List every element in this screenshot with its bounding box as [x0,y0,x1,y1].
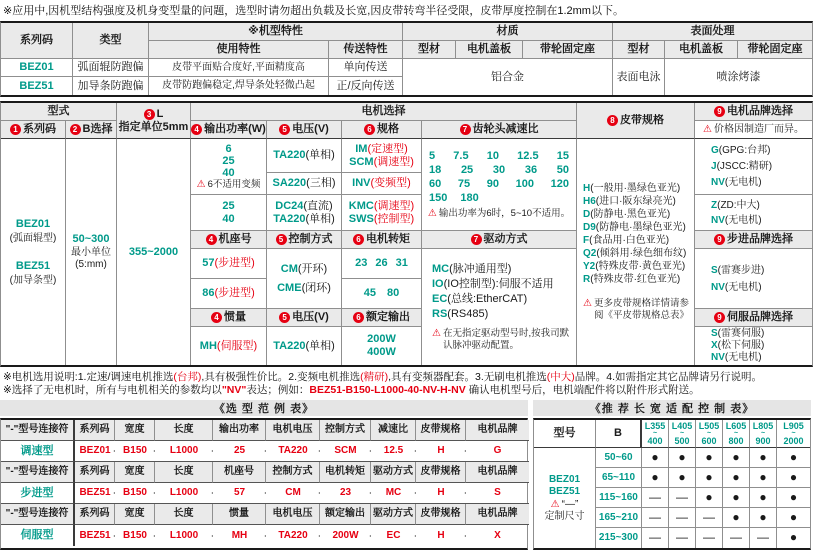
reducer-line-2: 18 25 30 36 50 [429,164,569,176]
ex-row3-voltage: TA220 – [266,525,320,546]
frame-57: 57 (步进型) [191,249,267,279]
circle-5-icon: 5 [279,312,290,323]
spec-kmc-sws [342,195,422,231]
spec-header-profile: 型材 [403,41,456,59]
usage-bez51: 皮带防跑偏稳定,焊导条处轻微凸起 [149,77,329,95]
example-table-title: 《选 型 范 例 表》 [0,400,528,416]
drive-rs: RS(RS485) [432,308,489,320]
reducer-line-4: 150 180 [429,192,479,204]
ex-h2-control: 控制方式 [266,462,320,483]
ex-row2-label: 步进型 [1,483,75,504]
fit-cell: ● [777,468,810,488]
ex-h3-connector: "-"型号连接符 [1,504,75,525]
belt-item: Q2(倾斜用·绿色细布纹) [583,248,687,259]
main-selection-table [0,101,813,367]
fit-cell: ● [777,488,810,508]
ex-row1-width: B150 – [115,441,155,462]
fit-cell: — [642,528,669,548]
header-belt-inner: 8 皮带规格 [607,114,664,127]
output-400w: 400W [367,346,396,358]
belt-item: D(防静电·黑色亚光) [583,209,671,220]
fit-model-cell [534,448,596,548]
spec-header-material-group: 材质 [403,23,613,41]
brand-item: X(松下伺服) [711,340,765,351]
ex-row2-frame: 57 – [213,483,266,504]
warning-icon: ⚠ [196,178,206,190]
spec-header-series: 系列码 [1,23,73,59]
spec-header-pulley: 带轮固定座 [523,41,613,59]
material-value: 铝合金 [403,59,613,95]
ex-h1-length: 长度 [155,420,213,441]
header-inertia: 4 惯量 [191,309,267,327]
header-control-mode: 5 控制方式 [267,231,342,249]
ex-row2-control: CM – [266,483,320,504]
frame-86: 86 (步进型) [191,279,267,309]
ex-row1-label: 调速型 [1,441,75,462]
spec-header-cover2: 电机盖板 [665,41,738,59]
ex-h3-length: 长度 [155,504,213,525]
fit-cell: ● [723,508,750,528]
warning-icon: ⚠ [550,498,560,510]
fit-b-range: 215~300 [596,528,642,548]
header-spec: 6 规格 [342,121,422,139]
power-warning: ⚠ 6不适用变频 [196,178,261,190]
type-bez51: 加导条防跑偏 [73,77,149,95]
ex-h3-voltage: 电机电压 [266,504,320,525]
ex-h3-belt: 皮带规格 [416,504,466,525]
ex-h1-ratio: 减速比 [371,420,416,441]
header-servo-brand: 9 伺服品牌选择 [695,309,812,327]
header-voltage: 5 电压(V) [267,121,342,139]
fit-table-title: 《推 荐 长 宽 适 配 控 制 表》 [533,400,811,416]
header-torque: 6 电机转矩 [342,231,422,249]
ex-row2-brand: S [466,483,529,504]
ex-row3-width: B150 – [115,525,155,546]
b-note2: (5:mm) [75,259,107,271]
ex-h3-drive: 驱动方式 [371,504,416,525]
ex-row2-belt: H – [416,483,466,504]
ex-h2-frame: 机座号 [213,462,266,483]
l-range-cell: 355~2000 [117,139,191,365]
power-25: 25 [222,154,235,167]
belt-warning: ⚠ 更多皮带规格详情请参阅《平皮带规格总表》 [583,298,689,321]
header-brand: 9 电机品牌选择 [695,103,812,121]
header-servo-voltage: 5 电压(V) [267,309,342,327]
surface-paint-value: 喷涂烤漆 [716,70,761,83]
header-length-top: 3 L [144,108,164,121]
ex-row2-torque: 23 – [320,483,371,504]
b-select-column [66,139,117,365]
ex-h3-output: 额定输出 [320,504,371,525]
header-stepper-brand: 9 步进品牌选择 [695,231,812,249]
fit-cell: ● [696,468,723,488]
fit-header-b: B [596,420,642,448]
ex-h1-brand: 电机品牌 [466,420,529,441]
note-line-1: ※电机选用说明:1.定速/调速电机推选(台邦),具有极强性价比。2.变频电机推选(精研),具有变频器配套。3.无刷电机推选(中大)品牌。4.如需指定其它品牌请另行说明。 [3,371,763,383]
power-6: 6 [225,142,232,155]
spec-inv: INV (变频型) [342,173,422,195]
fit-cell: ● [750,468,777,488]
header-drive-mode: 7 驱动方式 [422,231,577,249]
header-length-sub: 指定单位5mm [118,120,189,133]
transfer-bez51: 正/反向传送 [329,77,403,95]
ex-row2-width: B150 – [115,483,155,504]
drive-ec: EC(总线:EtherCAT) [432,293,528,305]
ex-h1-belt: 皮带规格 [416,420,466,441]
ex-h1-voltage: 电机电压 [266,420,320,441]
spec-im-scm [342,139,422,173]
bottom-tables [0,416,813,550]
power-cell-2 [191,195,267,231]
circle-7-icon: 7 [471,234,482,245]
brand-group-servo [695,327,812,365]
brand-item: Z(ZD:中大) [711,199,760,211]
ex-h2-brand: 电机品牌 [466,462,529,483]
spec-header-usage: 使用特性 [149,41,329,59]
drive-mc: MC(脉冲通用型) [432,263,512,275]
circle-6-icon: 6 [353,312,364,323]
voltage-dc24-ta220 [267,195,342,231]
b-range: 50~300 [72,233,110,246]
spec-im: IM (定速型) [355,142,408,155]
selection-notes [3,371,813,397]
ex-row1-voltage: TA220 – [266,441,320,462]
fit-cell: ● [750,488,777,508]
control-cm: CM (开环) [280,262,328,275]
series-bez01: BEZ01 [15,217,51,230]
rated-output-cell [342,327,422,365]
fit-cell: — [723,528,750,548]
drive-io: IO(IO控制型):伺服不适用 [432,278,554,290]
spec-scm: SCM (调速型) [349,155,414,168]
warning-icon: ⚠ [583,298,592,309]
series-bez51-desc: (加导条型) [9,274,57,286]
fit-cell: ● [669,468,696,488]
circle-7-icon: 7 [460,124,471,135]
ex-h1-series: 系列码 [75,420,115,441]
ex-row1-brand: G [466,441,529,462]
fit-cell: ● [642,448,669,468]
ex-row3-brand: X [494,529,501,541]
fit-b-range: 115~160 [596,488,642,508]
spec-kmc: KMC (调速型) [348,199,415,212]
usage-bez01: 皮带平面贴合度好,平面精度高 [149,59,329,77]
brand-group-dc [695,195,812,231]
circle-5-icon: 5 [279,124,290,135]
ex-h3-width: 宽度 [115,504,155,525]
power2-40: 40 [222,212,235,225]
fit-b-range: 50~60 [596,448,642,468]
ex-h2-connector: "-"型号连接符 [1,462,75,483]
transfer-bez01: 单向传送 [329,59,403,77]
ex-row3-label: 伺服型 [1,525,75,546]
ex-h2-width: 宽度 [115,462,155,483]
fit-header-l605: L605 ~ 800 [723,420,750,448]
belt-item: D9(防静电·墨绿色亚光) [583,222,686,233]
circle-6-icon: 6 [364,124,375,135]
surface-profile-value: 表面电泳 [613,59,665,95]
ex-h2-drive: 驱动方式 [371,462,416,483]
b-note1: 最小单位 [71,246,111,258]
fit-custom-label: 定制尺寸 [544,511,585,522]
spec-header-surface-group: 表面处理 [613,23,812,41]
series-code-bez51: BEZ51 [1,77,73,95]
reducer-line-3: 60 75 90 100 120 [429,178,569,190]
warning-icon: ⚠ [432,328,441,339]
voltage-sa220: SA220 (三相) [267,173,342,195]
brand-item: S(雷赛伺服) [711,328,765,339]
torque-57-values: 23 26 31 [342,249,422,279]
ex-h3-series: 系列码 [75,504,115,525]
ex-row1-series: BEZ01 – [75,441,115,462]
circle-4-icon: 4 [206,234,217,245]
section-title-bars [0,400,813,416]
brand-item: NV(无电机) [711,281,762,293]
note-line-2: ※选择了无电机时，所有与电机相关的参数均以"NV"表达；例如：BEZ51-B150-L1000-40-NV-H-NV 确认电机型号后，电机端配件将以附件形式附送。 [3,384,700,396]
inertia-mh: MH (伺服型) [191,327,267,365]
fit-cell: ● [750,448,777,468]
spec-table [0,21,813,97]
series-bez51: BEZ51 [15,260,51,272]
circle-3-icon: 3 [144,109,155,120]
ex-h2-belt: 皮带规格 [416,462,466,483]
circle-8-icon: 8 [607,115,618,126]
fit-cell: — [669,488,696,508]
fit-cell: — [669,508,696,528]
spec-header-cover: 电机盖板 [456,41,523,59]
brand-item: S(雷赛步进) [711,264,765,276]
belt-item: H6(进口·阪东绿亮光) [583,196,676,207]
reducer-line-1: 5 7.5 10 12.5 15 [429,150,569,162]
fit-cell: — [696,508,723,528]
ex-h1-power: 输出功率 [213,420,266,441]
belt-item: F(食品用·白色亚光) [583,235,670,246]
power-cell-1 [191,139,267,195]
header-output-power: 4 输出功率(W) [191,121,267,139]
ex-row3-series: BEZ51 – [75,525,115,546]
brand-price-warning: ⚠ 价格因制造厂而异。 [695,121,812,139]
drive-mode-cell [422,249,577,365]
brand-item: NV(无电机) [711,214,762,226]
control-mode-cell [267,249,342,309]
header-frame-size: 4 机座号 [191,231,267,249]
ex-row2-series: BEZ51 – [75,483,115,504]
header-belt [577,103,695,139]
circle-4-icon: 4 [211,312,222,323]
fit-cell: ● [696,448,723,468]
circle-9-icon: 9 [714,312,725,323]
ex-row1-power: 25 – [213,441,266,462]
fit-header-l355: L355 ~ 400 [642,420,669,448]
ex-h1-control: 控制方式 [320,420,371,441]
brand-item: J(JSCC:精研) [711,160,773,172]
fit-cell: — [642,508,669,528]
fit-cell: ● [723,488,750,508]
spec-header-transfer: 传送特性 [329,41,403,59]
control-cme: CME (闭环) [277,281,331,294]
example-table [0,418,528,550]
belt-spec-cell [577,139,695,365]
warning-icon: ⚠ [427,208,437,219]
fit-cell: ● [777,448,810,468]
fit-header-l405: L405 ~ 500 [669,420,696,448]
fit-custom-warn: ⚠ “—” [550,498,579,510]
fit-header-l905: L905 ~ 2000 [777,420,810,448]
fit-cell: ● [669,448,696,468]
ex-h2-length: 长度 [155,462,213,483]
fit-model-bez01: BEZ01 [548,473,581,485]
spec-header-type: 类型 [73,23,149,59]
ex-row1-ratio: 12.5 – [371,441,416,462]
fit-model-bez51: BEZ51 [548,486,581,497]
header-series-code: 1 系列码 [1,121,66,139]
ex-row3-output: 200W – [320,525,371,546]
ex-h1-width: 宽度 [115,420,155,441]
circle-9-icon: 9 [714,234,725,245]
ex-h2-torque: 电机转矩 [320,462,371,483]
ex-h2-series: 系列码 [75,462,115,483]
ex-h3-inertia: 惯量 [213,504,266,525]
fit-cell: ● [723,448,750,468]
spec-header-feature-group: ※机型特性 [149,23,403,41]
fit-cell: ● [642,468,669,488]
spec-sws: SWS (控制型) [348,212,415,225]
series-column [1,139,66,365]
ex-row1-belt: H – [416,441,466,462]
ex-row2-length: L1000 – [155,483,213,504]
fit-cell: ● [696,488,723,508]
header-rated-output: 6 额定输出 [342,309,422,327]
header-length [117,103,191,139]
fit-b-range: 65~110 [596,468,642,488]
reducer-warning: ⚠ 输出功率为6时，5~10不适用。 [427,208,571,219]
reducer-ratios-cell [422,139,577,231]
brand-item: G(GPG:台邦) [711,144,771,156]
ex-row3-belt: H – [416,525,466,546]
torque-86-values: 45 80 [342,279,422,309]
fit-cell: ● [750,508,777,528]
spec-header-pulley2: 带轮固定座 [738,41,812,59]
fit-cell: — [750,528,777,548]
voltage-ta220b: TA220 (单相) [273,212,335,225]
fit-b-range: 165~210 [596,508,642,528]
header-b-select: 2 B选择 [66,121,117,139]
fit-cell: — [642,488,669,508]
ex-h3-brand: 电机品牌 [466,504,529,525]
brand-item: NV(无电机) [711,176,762,188]
circle-6-icon: 6 [353,234,364,245]
header-motor-group: 电机选择 [191,103,577,121]
fit-header-model: 型号 [534,420,596,448]
ex-row3-length: L1000 – [155,525,213,546]
header-reducer: 7 齿轮头减速比 [422,121,577,139]
ex-row3-drive: EC – [371,525,416,546]
circle-5-icon: 5 [276,234,287,245]
circle-2-icon: 2 [70,124,81,135]
ex-h1-connector: "-"型号连接符 [1,420,75,441]
top-warning-note: ※应用中,因机型结构强度及机身变型量的问题，选型时请勿超出负载及长宽,因皮带转弯半径受限，皮带厚度控制在1.2mm以下。 [3,5,624,17]
ex-row2-drive: MC – [371,483,416,504]
fit-header-l505: L505 ~ 600 [696,420,723,448]
circle-4-icon: 4 [191,124,202,135]
brand-item: NV(无电机) [711,352,762,363]
fit-header-l805: L805 ~ 900 [750,420,777,448]
voltage-dc24: DC24 (直流) [275,199,333,212]
series-code-bez01: BEZ01 [1,59,73,77]
power-40: 40 [222,166,235,179]
belt-item: H(一般用·墨绿色亚光) [583,183,681,194]
ex-row3-inertia: MH – [213,525,266,546]
servo-voltage-ta220: TA220 (单相) [267,327,342,365]
circle-1-icon: 1 [10,124,21,135]
belt-item: R(特殊皮带·红色亚光) [583,274,681,285]
fit-cell: — [696,528,723,548]
spec-header-profile2: 型材 [613,41,665,59]
header-model-group: 型式 [1,103,117,121]
brand-group-stepper [695,249,812,309]
belt-item: Y2(特殊皮带·黄色亚光) [583,261,686,272]
circle-9-icon: 9 [714,106,725,117]
output-200w: 200W [367,333,396,345]
fit-cell: ● [789,530,798,545]
ex-row1-length: L1000 – [155,441,213,462]
warning-icon: ⚠ [703,123,712,135]
drive-warning: ⚠ 在无指定驱动型号时,按我司默认脉冲驱动配置。 [432,328,570,351]
fit-cell: ● [777,508,810,528]
series-bez01-desc: (弧面辊型) [9,232,57,244]
fit-table [533,418,811,550]
fit-cell: — [669,528,696,548]
ex-row1-control: SCM – [320,441,371,462]
brand-group-ac [695,139,812,195]
voltage-ta220: TA220 (单相) [267,139,342,173]
fit-cell: ● [723,468,750,488]
type-bez01: 弧面辊防跑偏 [73,59,149,77]
power2-25: 25 [222,199,235,212]
